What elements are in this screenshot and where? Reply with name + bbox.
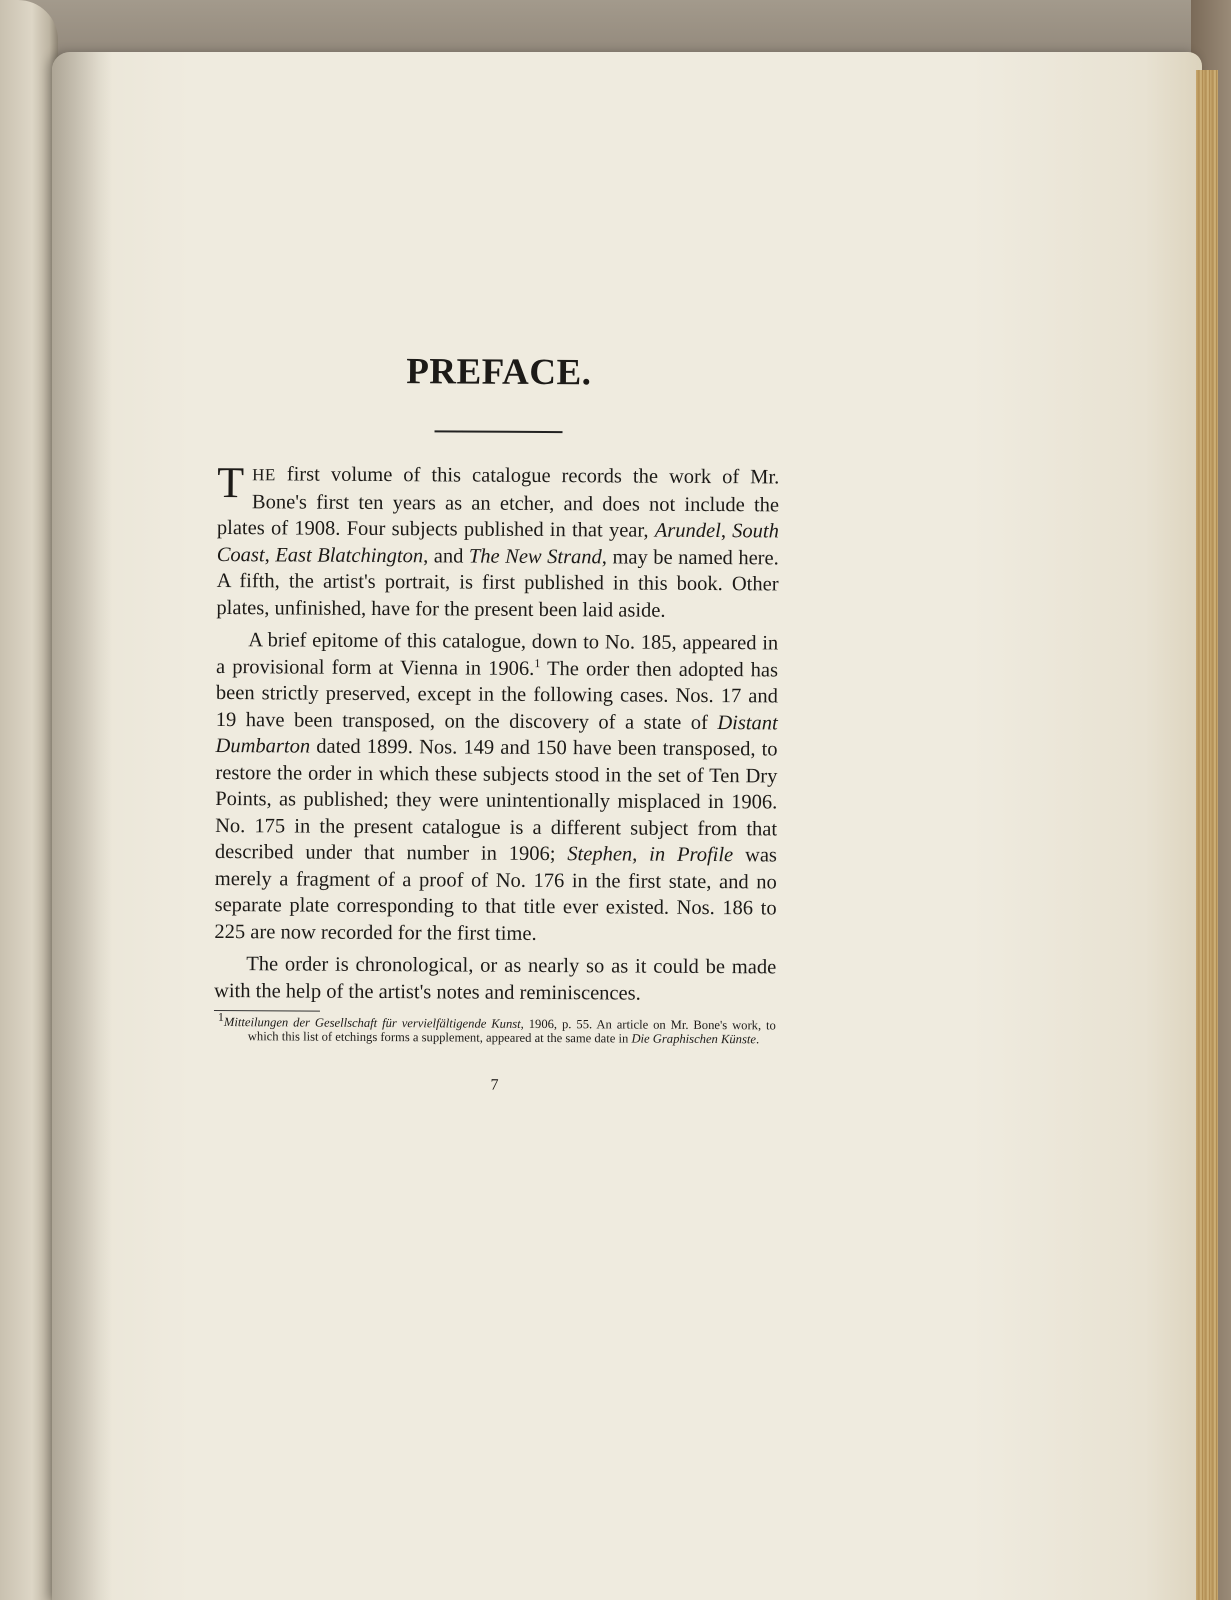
title-rule <box>435 430 563 433</box>
paragraph-3-text: The order is chronological, or as nearly so as it could be made with the help of the artist's notes and reminiscences. <box>214 953 777 1005</box>
title-distant-dumbarton: Distant Dumbarton <box>215 711 778 758</box>
paragraph-1-text: , <box>720 520 733 543</box>
paragraph-1-text: first volume of this catalogue records the work of Mr. Bone's first ten years as an etcher, and does not include the plates of 1908. Four subjects published in that year, <box>216 463 780 542</box>
title-arundel: Arundel <box>654 519 721 543</box>
footnote-mark: 1 <box>217 1009 224 1024</box>
paragraph-2-text: A brief epitome of this catalogue, down to No. 185, appeared in a provisional form at Vienna in 1906. <box>216 629 779 680</box>
preface-text-block <box>213 352 780 1096</box>
drop-cap: T <box>217 457 245 508</box>
facing-page-edge <box>0 0 58 1600</box>
footnote-rule <box>214 1010 320 1012</box>
paragraph-1 <box>216 457 780 624</box>
footnote-text: . <box>755 1032 760 1047</box>
title-east-blatchington: East Blatchington <box>275 543 424 567</box>
paragraph-2 <box>214 627 778 948</box>
paragraph-3 <box>214 951 776 1007</box>
paragraph-2-text: dated 1899. Nos. 149 and 150 have been transposed, to restore the order in which these subjects stood in the set of Ten Dry Points, as published; they were unintentionally misplaced in 1906. No. 175 in the present catalogue is a different subject from that described under that number in 1906; <box>214 735 778 866</box>
footnote <box>214 1009 776 1047</box>
paragraph-1-text: , <box>264 543 276 566</box>
paragraph-1-text: , and <box>423 544 469 568</box>
gutter-shadow <box>52 52 112 1600</box>
footnote-text: , 1906, p. 55. An article on Mr. Bone's work, to which this list of etchings forms a supplement, appeared at the same date in <box>247 1016 776 1046</box>
footnote-journal-title: Mitteilungen der Gesellschaft für vervielfältigende Kunst <box>223 1015 521 1031</box>
paragraph-1-lead: HE <box>252 465 276 485</box>
title-stephen-in-profile: Stephen, in Profile <box>567 843 734 867</box>
paragraph-1-text: , may be named here. A fifth, the artist's portrait, is first published in this book. Other plates, unfinished, have for the present been laid aside. <box>216 545 779 622</box>
book-page <box>52 52 1202 1600</box>
page-block-edge <box>1196 70 1218 1600</box>
page-number: 7 <box>490 1076 499 1094</box>
paragraph-2-text: The order then adopted has been strictly preserved, except in the following cases. Nos. 17 and 19 have been transposed, on the discovery of a state of <box>215 657 779 734</box>
title-south-coast: South Coast <box>216 520 779 566</box>
paragraph-2-text: was merely a fragment of a proof of No. 176 in the first state, and no separate plate corresponding to that title ever existed. Nos. 186 to 225 are now recorded for the first time. <box>214 844 778 945</box>
page-title: PREFACE. <box>406 351 592 394</box>
footnote-publication-title: Die Graphischen Künste <box>631 1031 757 1047</box>
title-the-new-strand: The New Strand <box>468 545 602 568</box>
footnote-reference: 1 <box>534 655 541 670</box>
